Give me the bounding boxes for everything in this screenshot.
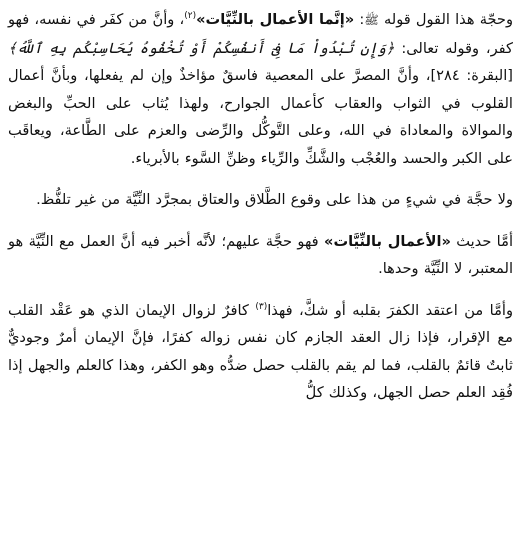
footnote-marker: (٣) bbox=[255, 301, 268, 312]
text-run: وأمَّا من اعتقد الكفرَ بقلبه أو شكَّ، فهذا bbox=[267, 301, 513, 319]
text-run: ولا حجَّة في شيءٍ من هذا على وقوع الطَّلاق والعتاق بمجرَّد النِّيَّة من غير تلفُّظ. bbox=[36, 191, 513, 208]
paragraph-3 bbox=[8, 228, 513, 283]
text-run: أمَّا حديث bbox=[450, 232, 513, 250]
paragraph-2 bbox=[8, 186, 513, 214]
text-run: ، وأنَّ من كفَر في نفسه، فهو كفر، وقوله تعالى: bbox=[8, 11, 513, 57]
paragraph-1 bbox=[8, 6, 513, 172]
text-run: كافرٌ لزوال الإيمان الذي هو عَقْد القلب مع الإقرار، فإذا زال العقد الجازم كان نفس زواله كفرًا، فإنَّ الإيمان أمرٌ وجوديٌّ ثابتٌ قائمٌ بالقلب، فما لم يقم بالقلب حصل ضدُّه وهو الكفر، وهذا كالعلم والجهل إذا فُقِد العلم حصل الجهل، وكذلك كلُّ bbox=[8, 301, 513, 401]
hadith-quote: «الأعمال بالنِّيَّات» bbox=[324, 232, 451, 250]
text-run: [البقرة: ٢٨٤]، وأنَّ المصرَّ على المعصية فاسقٌ مؤاخذٌ وإن لم يفعلها، وبأنَّ أعمال القلوب في الثواب والعقاب كأعمال الجوارح، ولهذا يُثاب على الحبِّ والبغض والموالاة والمعاداة في الله، وعلى التَّوكُّل والرِّضى والعزم على الطَّاعة، ويعاقَب على الكبر والحسد والعُجْب والشَّكِّ والرِّياء وظنِّ السَّوء بالأبرياء. bbox=[8, 67, 513, 167]
text-run: وحجّة هذا القول قوله bbox=[378, 11, 514, 28]
paragraph-4 bbox=[8, 297, 513, 407]
footnote-marker: (٢) bbox=[184, 11, 197, 22]
text-run: : bbox=[354, 11, 365, 28]
text-run: فهو حجَّة عليهم؛ لأنَّه أخبر فيه أنَّ العمل مع النِّيَّة هو المعتبر، لا النِّيَّة وحدها. bbox=[8, 232, 513, 277]
quran-verse: ﴿وَإِن تُبْدُواْ مَا فِىٓ أَنفُسِكُمْ أَوْ تُخْفُوهُ يُحَاسِبْكُم بِهِ ٱللَّهُ﴾ bbox=[8, 39, 395, 57]
hadith-quote: «إنَّما الأعمال بالنِّيَّات» bbox=[196, 11, 355, 28]
salawat-glyph: ﷺ bbox=[364, 13, 379, 27]
